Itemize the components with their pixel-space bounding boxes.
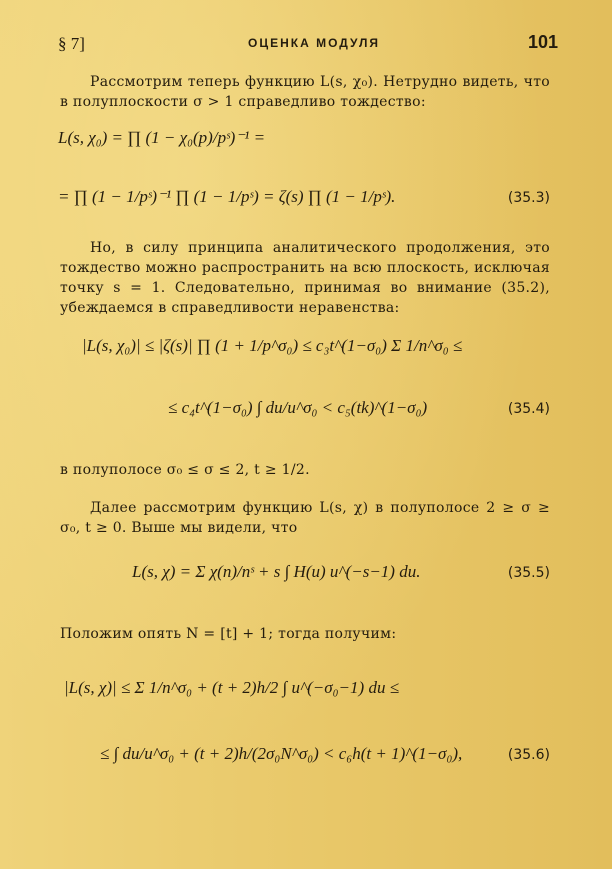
header-title: ОЦЕНКА МОДУЛЯ — [248, 36, 381, 50]
equation-35-4-line1: |L(s, χ₀)| ≤ |ζ(s)| ∏ (1 + 1/p^σ₀) ≤ c₃t^(1−σ₀) Σ 1/n^σ₀ ≤ — [82, 336, 463, 355]
page-number: 101 — [527, 32, 558, 52]
section-ref: § 7] — [58, 34, 85, 53]
paragraph-function: Далее рассмотрим функцию L(s, χ) в полуполосе 2 ≥ σ ≥ σ₀, t ≥ 0. Выше мы видели, что — [60, 500, 550, 536]
equation-number-35-4: (35.4) — [507, 401, 550, 417]
paragraph-continuation: Но, в силу принципа аналитического продолжения, это тождество можно распространить на всю плоскость, исключая точку s = 1. Следовательно, принимая во внимание (35.2), убеждаемся в справедливости неравенства: — [60, 240, 550, 316]
equation-number-35-6: (35.6) — [507, 747, 550, 763]
equation-35-4-line2: ≤ c₄t^(1−σ₀) ∫ du/u^σ₀ < c₅(tk)^(1−σ₀) — [168, 398, 428, 417]
paragraph-intro: Рассмотрим теперь функцию L(s, χ₀). Нетрудно видеть, что в полуплоскости σ > 1 справедливо тождество: — [60, 74, 550, 110]
paragraph-strip: в полуполосе σ₀ ≤ σ ≤ 2, t ≥ 1/2. — [60, 462, 310, 478]
equation-35-3-line1: L(s, χ₀) = ∏ (1 − χ₀(p)/pˢ)⁻¹ = — [58, 128, 266, 147]
paragraph-set-n: Положим опять N = [t] + 1; тогда получим: — [60, 626, 397, 642]
equation-number-35-5: (35.5) — [507, 565, 550, 581]
equation-35-6-line2: ≤ ∫ du/u^σ₀ + (t + 2)h/(2σ₀N^σ₀) < c₆h(t + 1)^(1−σ₀), — [100, 744, 463, 763]
equation-35-6-line1: |L(s, χ)| ≤ Σ 1/n^σ₀ + (t + 2)h/2 ∫ u^(−σ₀−1) du ≤ — [64, 678, 400, 697]
equation-number-35-3: (35.3) — [507, 190, 550, 206]
running-header — [58, 34, 558, 58]
equation-35-5: L(s, χ) = Σ χ(n)/nˢ + s ∫ H(u) u^(−s−1) du. — [132, 562, 421, 581]
equation-35-3-line2: = ∏ (1 − 1/pˢ)⁻¹ ∏ (1 − 1/pˢ) = ζ(s) ∏ (1 − 1/pˢ). — [58, 187, 396, 206]
